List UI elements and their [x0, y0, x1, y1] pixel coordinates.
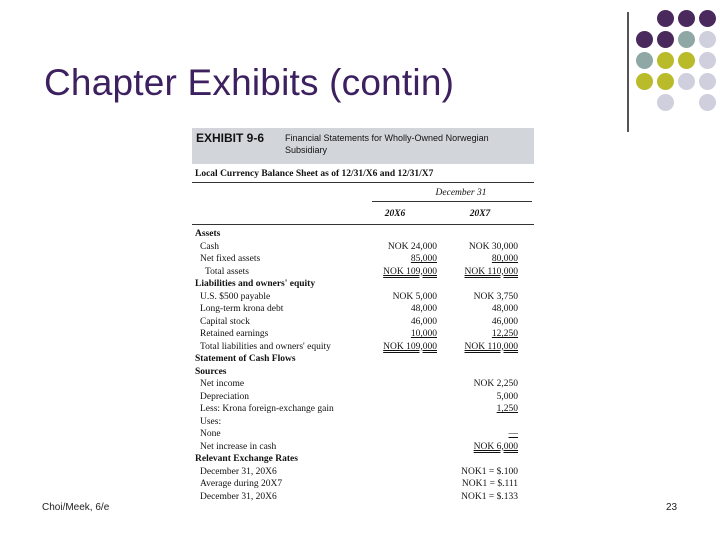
- value-20x6: 48,000: [410, 304, 437, 314]
- table-row: [192, 228, 534, 240]
- row-label: U.S. $500 payable: [200, 291, 271, 302]
- table-row: [192, 341, 534, 353]
- row-label: Total assets: [205, 266, 249, 277]
- value-20x7: NOK 3,750: [473, 291, 518, 302]
- decorative-dot: [699, 52, 716, 69]
- row-label: December 31, 20X6: [200, 491, 277, 502]
- row-label: Liabilities and owners' equity: [195, 279, 316, 289]
- row-label: Less: Krona foreign-exchange gain: [200, 404, 334, 414]
- value-20x7: 46,000: [491, 316, 518, 327]
- value-20x7: NOK 6,000: [473, 441, 518, 452]
- exhibit-table-image: [192, 128, 534, 502]
- row-label: Total liabilities and owners' equity: [200, 341, 331, 352]
- decorative-dot: [699, 10, 716, 27]
- row-label: Net fixed assets: [200, 254, 261, 264]
- row-label: Statement of Cash Flows: [195, 354, 296, 364]
- decorative-dot: [636, 52, 653, 69]
- table-row: [192, 416, 534, 428]
- row-label: Average during 20X7: [200, 479, 283, 489]
- table-row: [192, 291, 534, 303]
- value-20x6: NOK 24,000: [387, 241, 437, 252]
- table-row: [192, 253, 534, 265]
- value-20x7: 12,250: [491, 329, 518, 339]
- exhibit-subtitle: Local Currency Balance Sheet as of 12/31/X6 and 12/31/X7: [195, 169, 434, 179]
- value-20x6: 46,000: [410, 316, 437, 327]
- decorative-dot: [636, 73, 653, 90]
- value-20x7: NOK 2,250: [473, 379, 518, 389]
- value-20x7: 80,000: [491, 254, 518, 264]
- table-row: [192, 403, 534, 415]
- table-row: [192, 491, 534, 503]
- value-20x7: NOK 110,000: [464, 266, 518, 277]
- exhibit-header-bar: [192, 128, 534, 164]
- value-20x6: 85,000: [410, 254, 437, 264]
- exhibit-label: EXHIBIT 9-6: [196, 131, 265, 145]
- value-20x7: 5,000: [496, 391, 518, 402]
- table-row: [192, 466, 534, 478]
- table-row: [192, 478, 534, 490]
- decorative-dot: [678, 73, 695, 90]
- value-20x7: NOK1 = $.133: [461, 491, 518, 502]
- exhibit-caption: Financial Statements for Wholly-Owned Norwegian Subsidiary: [285, 133, 489, 155]
- footer-citation: Choi/Meek, 6/e: [42, 502, 110, 513]
- page-number: 23: [666, 502, 678, 513]
- table-row: [192, 428, 534, 440]
- decorative-dot: [699, 94, 716, 111]
- row-label: December 31, 20X6: [200, 466, 277, 477]
- table-row: [192, 453, 534, 465]
- slide-title: Chapter Exhibits (contin): [44, 62, 455, 103]
- table-row: [192, 366, 534, 378]
- value-20x6: NOK 5,000: [392, 291, 437, 302]
- decorative-dot: [657, 52, 674, 69]
- row-label: Retained earnings: [200, 329, 269, 339]
- decorative-dot: [678, 10, 695, 27]
- value-20x7: NOK1 = $.100: [461, 466, 518, 477]
- decorative-dot: [657, 31, 674, 48]
- row-label: Long-term krona debt: [200, 304, 284, 314]
- table-row: [192, 441, 534, 453]
- table-row: [192, 241, 534, 253]
- rule-columns: [192, 224, 534, 225]
- decorative-dot: [699, 31, 716, 48]
- decorative-dot: [678, 31, 695, 48]
- table-row: [192, 266, 534, 278]
- row-label: Assets: [195, 229, 221, 239]
- table-row: [192, 378, 534, 390]
- title-divider: [627, 12, 629, 132]
- value-20x6: NOK 109,000: [383, 341, 437, 352]
- table-row: [192, 353, 534, 365]
- row-label: Sources: [195, 366, 227, 377]
- table-row: [192, 278, 534, 290]
- row-label: Relevant Exchange Rates: [195, 454, 298, 464]
- table-row: [192, 316, 534, 328]
- row-label: Cash: [200, 241, 219, 252]
- value-20x6: NOK 109,000: [383, 266, 437, 277]
- value-20x7: —: [508, 429, 518, 439]
- row-label: Uses:: [200, 416, 222, 427]
- decorative-dot: [636, 31, 653, 48]
- table-row: [192, 391, 534, 403]
- value-20x7: NOK1 = $.111: [461, 479, 518, 489]
- row-label: None: [200, 429, 221, 439]
- column-header-20x6: 20X6: [384, 209, 406, 219]
- value-20x6: 10,000: [410, 329, 437, 339]
- decorative-dot: [657, 94, 674, 111]
- column-header-20x7: 20X7: [469, 209, 491, 219]
- row-label: Capital stock: [200, 316, 250, 327]
- value-20x7: NOK 30,000: [468, 241, 518, 252]
- rule-top: [192, 182, 534, 183]
- table-row: [192, 328, 534, 340]
- rule-group: [372, 201, 532, 202]
- value-20x7: NOK 110,000: [464, 341, 518, 352]
- column-group-header: December 31: [435, 188, 487, 198]
- table-row: [192, 303, 534, 315]
- row-label: Net increase in cash: [200, 441, 277, 452]
- decorative-dot: [699, 73, 716, 90]
- decorative-dot: [657, 10, 674, 27]
- row-label: Net income: [200, 379, 245, 389]
- value-20x7: 1,250: [496, 404, 518, 414]
- decorative-dot: [678, 52, 695, 69]
- value-20x7: 48,000: [491, 304, 518, 314]
- row-label: Depreciation: [200, 391, 250, 402]
- decorative-dot: [657, 73, 674, 90]
